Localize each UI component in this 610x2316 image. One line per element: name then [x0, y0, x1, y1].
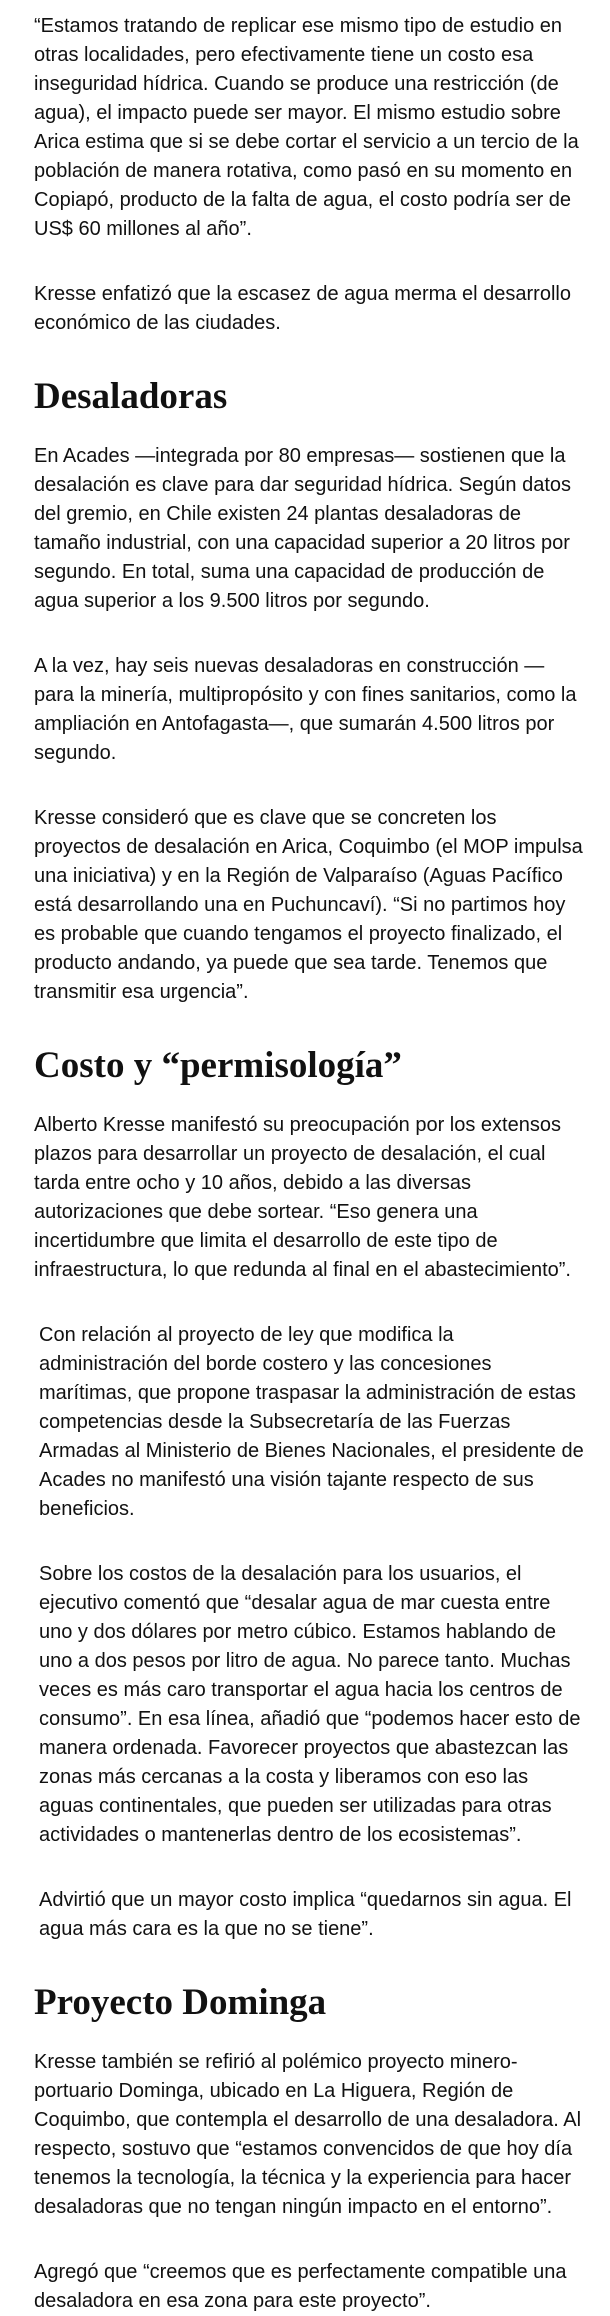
paragraph-borde-costero: Con relación al proyecto de ley que modifica la administración del borde costero y las concesiones marítimas, que propone traspasar la administración de estas competencias desde la Subsecretaría de las Fuerzas Armadas al Ministerio de Bienes Nacionales, el presidente de Acades no manifestó una visión tajante respecto de sus beneficios. — [39, 1324, 584, 1520]
heading-costo-permisologia: Costo y “permisología” — [34, 1045, 402, 1086]
heading-desaladoras: Desaladoras — [34, 376, 228, 417]
paragraph-mayor-costo: Advirtió que un mayor costo implica “quedarnos sin agua. El agua más cara es la que no se tiene”. — [39, 1889, 572, 1940]
paragraph-plazos: Alberto Kresse manifestó su preocupación por los extensos plazos para desarrollar un proyecto de desalación, el cual tarda entre ocho y 10 años, debido a las diversas autorizaciones que debe sortear. “Eso genera una incertidumbre que limita el desarrollo de este tipo de infraestructura, lo que redunda al final en el abastecimiento”. — [34, 1114, 571, 1281]
paragraph-proyectos-region: Kresse consideró que es clave que se concreten los proyectos de desalación en Arica, Coquimbo (el MOP impulsa una iniciativa) y en la Región de Valparaíso (Aguas Pacífico está desarrollando una en Puchuncaví). “Si no partimos hoy es probable que cuando tengamos el proyecto finalizado, el producto andando, ya puede que sea tarde. Tenemos que transmitir esa urgencia”. — [34, 807, 583, 1003]
paragraph-costos-usuarios: Sobre los costos de la desalación para los usuarios, el ejecutivo comentó que “desalar agua de mar cuesta entre uno y dos dólares por metro cúbico. Estamos hablando de uno a dos pesos por litro de agua. No parece tanto. Muchas veces es más caro transportar el agua hacia los centros de consumo”. En esa línea, añadió que “podemos hacer esto de manera ordenada. Favorecer proyectos que abastezcan las zonas más cercanas a la costa y liberamos con eso las aguas continentales, que pueden ser utilizadas para otras actividades o mantenerlas dentro de los ecosistemas”. — [39, 1563, 581, 1846]
paragraph-dominga: Kresse también se refirió al polémico proyecto minero-portuario Dominga, ubicado en La Higuera, Región de Coquimbo, que contempla el desarrollo de una desaladora. Al respecto, sostuvo que “estamos convencidos de que hoy día tenemos la tecnología, la técnica y la experiencia para hacer desaladoras que no tengan ningún impacto en el entorno”. — [34, 2051, 582, 2218]
heading-proyecto-dominga: Proyecto Dominga — [34, 1982, 327, 2023]
paragraph-compatible: Agregó que “creemos que es perfectamente compatible una desaladora en esa zona para este proyecto”. — [34, 2261, 567, 2312]
paragraph-acades-desalacion: En Acades —integrada por 80 empresas— sostienen que la desalación es clave para dar seguridad hídrica. Según datos del gremio, en Chile existen 24 plantas desaladoras de tamaño industrial, con una capacidad superior a 20 litros por segundo. En total, suma una capacidad de producción de agua superior a los 9.500 litros por segundo. — [34, 445, 572, 612]
paragraph-kresse-escasez: Kresse enfatizó que la escasez de agua merma el desarrollo económico de las ciudades. — [34, 283, 571, 334]
paragraph-nuevas-desaladoras: A la vez, hay seis nuevas desaladoras en construcción —para la minería, multipropósito y con fines sanitarios, como la ampliación en Antofagasta—, que sumarán 4.500 litros por segundo. — [34, 655, 577, 764]
paragraph-quote-arica: “Estamos tratando de replicar ese mismo tipo de estudio en otras localidades, pero efectivamente tiene un costo esa inseguridad hídrica. Cuando se produce una restricción (de agua), el impacto puede ser mayor. El mismo estudio sobre Arica estima que si se debe cortar el servicio a un tercio de la población de manera rotativa, como pasó en su momento en Copiapó, producto de la falta de agua, el costo podría ser de US$ 60 millones al año”. — [34, 15, 579, 240]
